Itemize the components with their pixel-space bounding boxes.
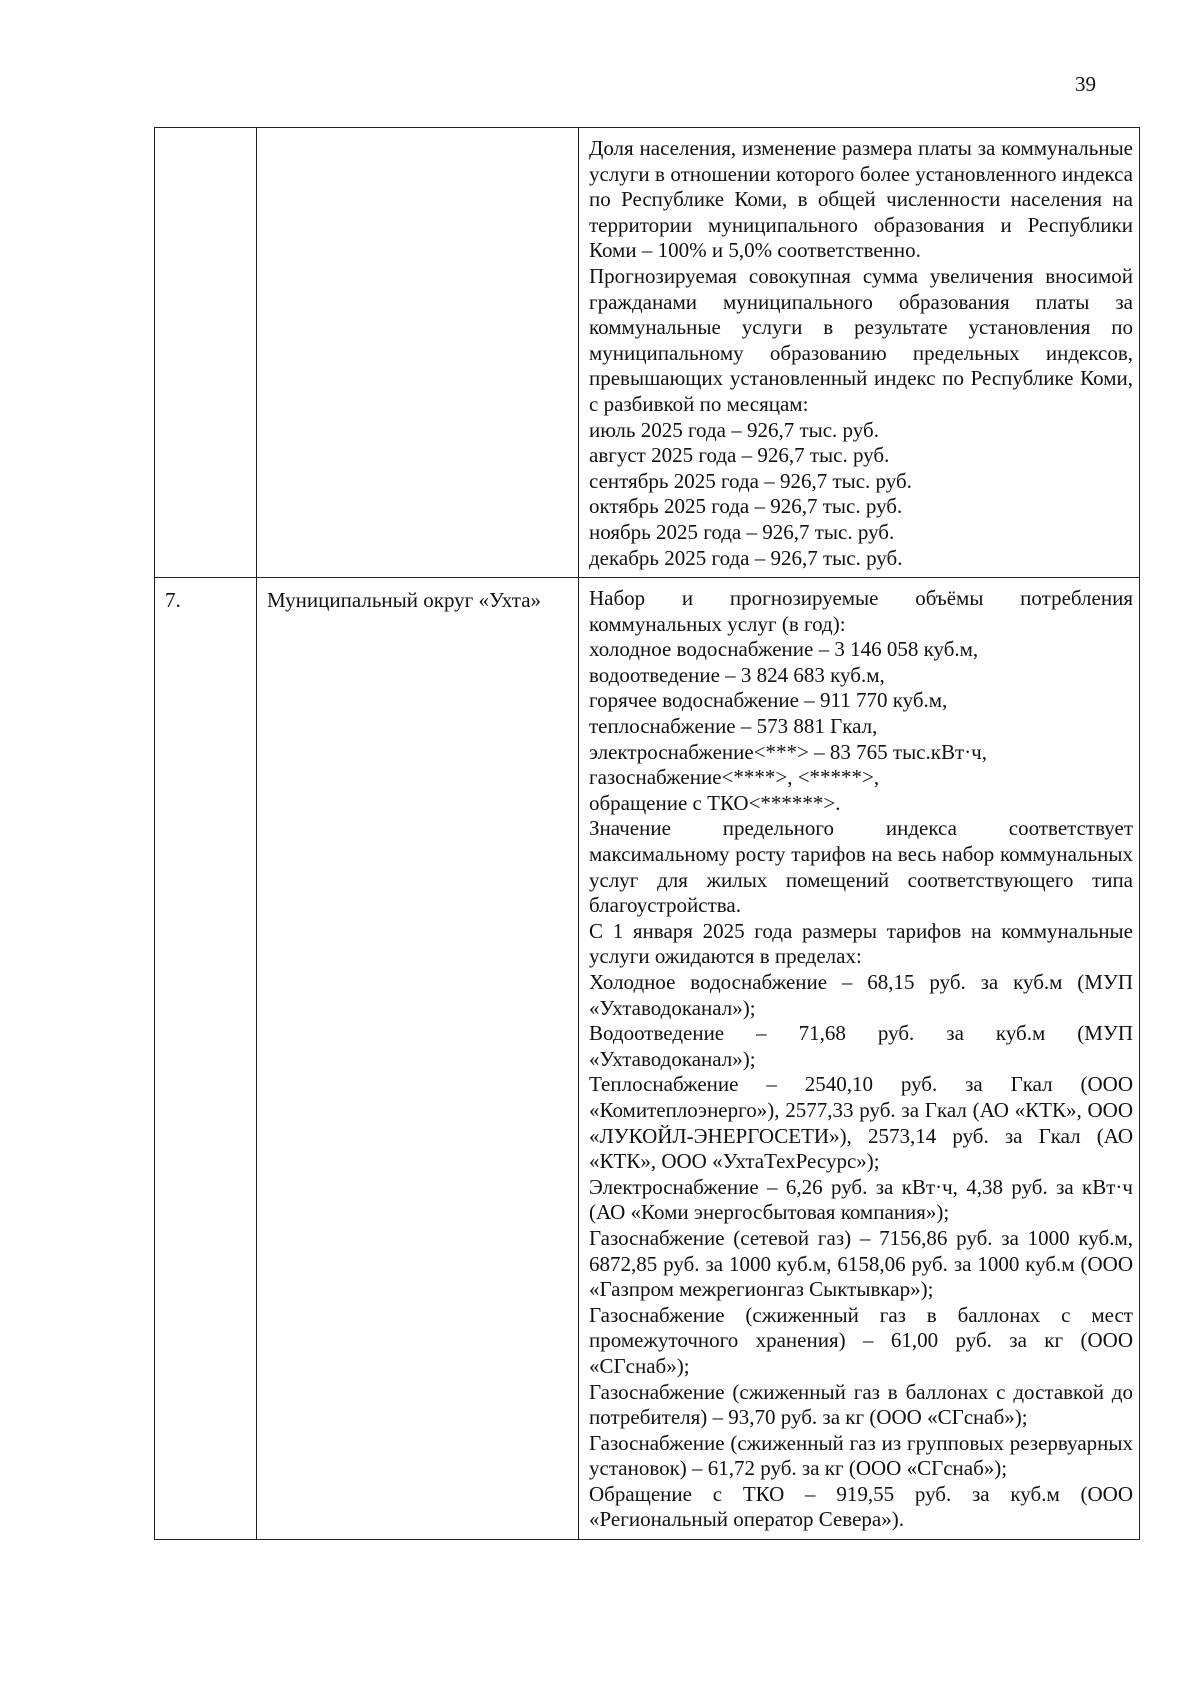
paragraph: сентябрь 2025 года – 926,7 тыс. руб. (589, 468, 912, 493)
paragraph: холодное водоснабжение – 3 146 058 куб.м, (589, 637, 979, 662)
paragraph: Газоснабжение (сжиженный газ в баллонах с мест промежуточного хранения) – 61,00 руб. за кг (ООО «СГснаб»); (589, 1302, 1133, 1378)
paragraph: Набор и прогнозируемые объёмы потребления коммунальных услуг (в год): (589, 586, 1133, 636)
table-body (155, 128, 1140, 1540)
paragraph: электроснабжение<***> – 83 765 тыс.кВт·ч, (589, 739, 987, 764)
row-number (155, 128, 256, 138)
paragraph: август 2025 года – 926,7 тыс. руб. (589, 443, 890, 468)
paragraph: водоотведение – 3 824 683 куб.м, (589, 662, 885, 687)
paragraph: Электроснабжение – 6,26 руб. за кВт·ч, 4,38 руб. за кВт·ч (АО «Коми энергосбытовая компания»); (589, 1174, 1133, 1225)
paragraph: обращение с ТКО<******>. (589, 790, 841, 815)
page-number: 39 (1075, 72, 1096, 96)
paragraph: июль 2025 года – 926,7 тыс. руб. (589, 417, 879, 442)
paragraph: октябрь 2025 года – 926,7 тыс. руб. (589, 494, 903, 519)
document-table (154, 127, 1140, 1540)
paragraph: Газоснабжение (сжиженный газ в баллонах с доставкой до потребителя) – 93,70 руб. за кг (ООО «СГснаб»); (589, 1379, 1133, 1430)
paragraph: Водоотведение – 71,68 руб. за куб.м (МУП «Ухтаводоканал»); (589, 1021, 1133, 1071)
paragraph: Холодное водоснабжение – 68,15 руб. за куб.м (МУП «Ухтаводоканал»); (589, 970, 1133, 1020)
paragraph: Обращение с ТКО – 919,55 руб. за куб.м (ООО «Региональный оператор Севера»). (589, 1481, 1133, 1532)
table-row (155, 128, 1140, 578)
paragraph: Прогнозируемая совокупная сумма увеличения вносимой гражданами муниципального образования платы за коммунальные услуги в результате установления по муниципальному образованию предельных индексов, превышающих установленный индекс по Республике Коми, с разбивкой по месяцам: (589, 263, 1133, 416)
paragraph: Значение предельного индекса соответствует максимальному росту тарифов на весь набор коммунальных услуг для жилых помещений соответствующего типа благоустройства. (589, 816, 1133, 918)
paragraph: теплоснабжение – 573 881 Гкал, (589, 714, 878, 739)
paragraph: декабрь 2025 года – 926,7 тыс. руб. (589, 545, 903, 570)
paragraph: газоснабжение<****>, <*****>, (589, 765, 880, 790)
municipality-cell (257, 578, 579, 1540)
municipality-name: Муниципальный округ «Ухта» (267, 588, 542, 613)
description-text (579, 578, 1139, 1539)
table-row (155, 578, 1140, 1540)
row-number: 7. (165, 588, 181, 613)
paragraph: ноябрь 2025 года – 926,7 тыс. руб. (589, 519, 895, 544)
paragraph: горячее водоснабжение – 911 770 куб.м, (589, 688, 948, 713)
paragraph: С 1 января 2025 года размеры тарифов на коммунальные услуги ожидаются в пределах: (589, 918, 1133, 969)
paragraph: Газоснабжение (сетевой газ) – 7156,86 руб. за 1000 куб.м, 6872,85 руб. за 1000 куб.м, 6158,06 руб. за 1000 куб.м (ООО «Газпром межрегионгаз Сыктывкар»); (589, 1225, 1133, 1302)
description-cell (579, 578, 1140, 1540)
paragraph: Газоснабжение (сжиженный газ из групповых резервуарных установок) – 61,72 руб. за кг (ООО «СГснаб»); (589, 1430, 1133, 1481)
paragraph: Доля населения, изменение размера платы за коммунальные услуги в отношении которого более установленного индекса по Республике Коми, в общей численности населения на территории муниципального образования и Республики Коми – 100% и 5,0% соответственно. (589, 136, 1133, 263)
row-number-cell (155, 578, 257, 1540)
description-cell (579, 128, 1140, 578)
paragraph: Теплоснабжение – 2540,10 руб. за Гкал (ООО «Комитеплоэнерго»), 2577,33 руб. за Гкал (АО «КТК», ООО «ЛУКОЙЛ-ЭНЕРГОСЕТИ»), 2573,14 руб. за Гкал (АО «КТК», ООО «УхтаТехРесурс»); (589, 1072, 1133, 1174)
municipality-cell (257, 128, 579, 578)
municipality-name (257, 128, 578, 138)
description-text (579, 128, 1139, 577)
row-number-cell (155, 128, 257, 578)
